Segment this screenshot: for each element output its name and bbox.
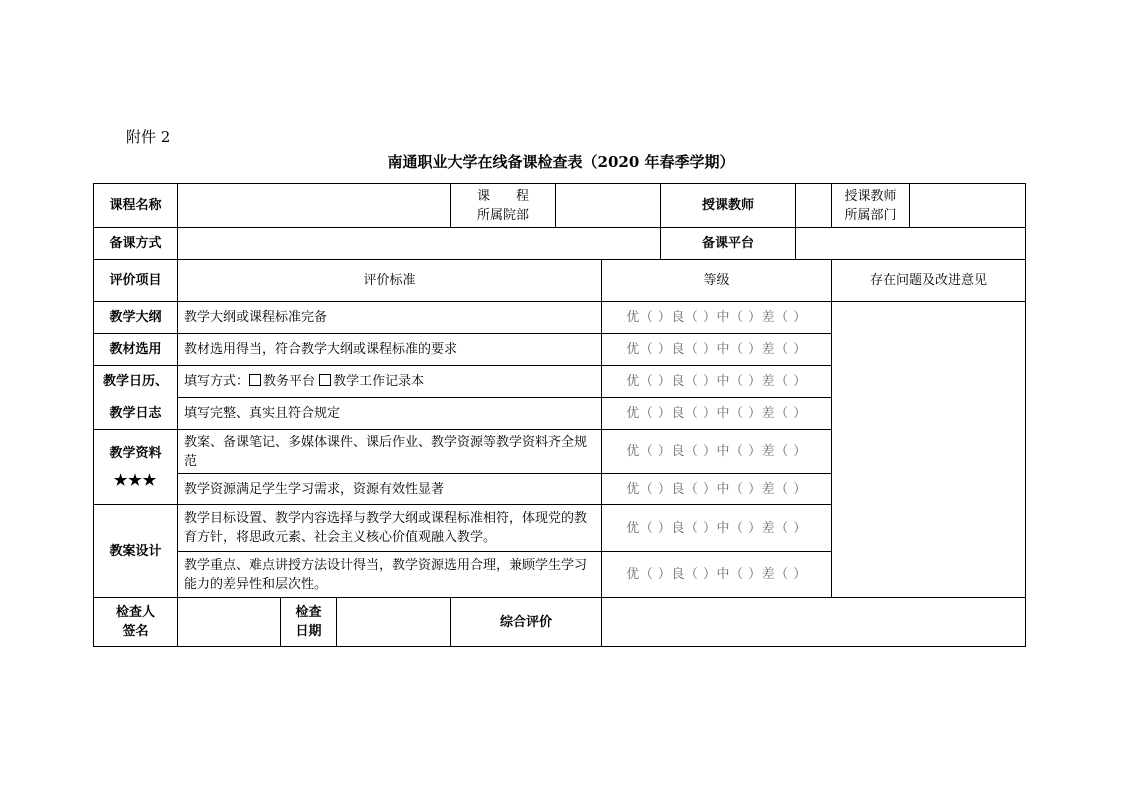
standard-cell: 教学大纲或课程标准完备 bbox=[178, 302, 602, 334]
course-dept-input[interactable] bbox=[556, 184, 661, 228]
inspection-form-table bbox=[93, 183, 1026, 647]
course-name-label: 课程名称 bbox=[94, 184, 178, 228]
course-dept-label: 课 程 所属院部 bbox=[451, 184, 556, 228]
prep-platform-input[interactable] bbox=[796, 228, 1026, 260]
form-title: 南通职业大学在线备课检查表（2020 年春季学期） bbox=[387, 153, 735, 171]
grade-options[interactable]: 优（ ）良（ ）中（ ）差（ ） bbox=[602, 552, 832, 598]
item-cell: 教学日志 bbox=[94, 398, 178, 430]
standard-cell: 教学目标设置、教学内容选择与教学大纲或课程标准相符，体现党的教育方针，将思政元素、社会主义核心价值观融入教学。 bbox=[178, 505, 602, 552]
item-cell: 教学大纲 bbox=[94, 302, 178, 334]
overall-eval-label: 综合评价 bbox=[451, 598, 602, 647]
star-rating-icon: ★★★ bbox=[113, 471, 158, 489]
inspector-signature-input[interactable] bbox=[178, 598, 281, 647]
grade-options[interactable]: 优（ ）良（ ）中（ ）差（ ） bbox=[602, 398, 832, 430]
overall-eval-input[interactable] bbox=[602, 598, 1026, 647]
prep-method-input[interactable] bbox=[178, 228, 661, 260]
table-row bbox=[94, 302, 1026, 334]
grade-options[interactable]: 优（ ）良（ ）中（ ）差（ ） bbox=[602, 474, 832, 505]
item-cell: 教学日历、 bbox=[94, 366, 178, 398]
header-row-2 bbox=[94, 228, 1026, 260]
column-header-row bbox=[94, 260, 1026, 302]
issues-input[interactable] bbox=[832, 302, 1026, 598]
attachment-label: 附件 2 bbox=[126, 128, 171, 146]
check-date-label: 检查 日期 bbox=[281, 598, 337, 647]
standard-cell: 教学重点、难点讲授方法设计得当，教学资源选用合理，兼顾学生学习能力的差异性和层次性。 bbox=[178, 552, 602, 598]
prep-method-label: 备课方式 bbox=[94, 228, 178, 260]
header-row-1 bbox=[94, 184, 1026, 228]
teacher-dept-label: 授课教师 所属部门 bbox=[832, 184, 910, 228]
col-standard-header: 评价标准 bbox=[178, 260, 602, 302]
teacher-input[interactable] bbox=[796, 184, 832, 228]
col-grade-header: 等级 bbox=[602, 260, 832, 302]
prep-platform-label: 备课平台 bbox=[661, 228, 796, 260]
grade-options[interactable]: 优（ ）良（ ）中（ ）差（ ） bbox=[602, 366, 832, 398]
checkbox-icon[interactable] bbox=[319, 374, 331, 386]
standard-cell: 教学资源满足学生学习需求，资源有效性显著 bbox=[178, 474, 602, 505]
item-cell: 教案设计 bbox=[94, 505, 178, 598]
grade-options[interactable]: 优（ ）良（ ）中（ ）差（ ） bbox=[602, 505, 832, 552]
standard-cell: 教材选用得当，符合教学大纲或课程标准的要求 bbox=[178, 334, 602, 366]
teacher-dept-input[interactable] bbox=[910, 184, 1026, 228]
footer-row bbox=[94, 598, 1026, 647]
grade-options[interactable]: 优（ ）良（ ）中（ ）差（ ） bbox=[602, 302, 832, 334]
check-date-input[interactable] bbox=[337, 598, 451, 647]
col-issues-header: 存在问题及改进意见 bbox=[832, 260, 1026, 302]
item-cell: 教学资料 ★★★ bbox=[94, 430, 178, 505]
col-item-header: 评价项目 bbox=[94, 260, 178, 302]
teacher-label: 授课教师 bbox=[661, 184, 796, 228]
standard-cell: 教案、备课笔记、多媒体课件、课后作业、教学资源等教学资料齐全规范 bbox=[178, 430, 602, 474]
grade-options[interactable]: 优（ ）良（ ）中（ ）差（ ） bbox=[602, 430, 832, 474]
standard-cell: 填写方式： 教务平台 教学工作记录本 bbox=[178, 366, 602, 398]
inspector-label: 检查人 签名 bbox=[94, 598, 178, 647]
checkbox-icon[interactable] bbox=[249, 374, 261, 386]
item-cell: 教材选用 bbox=[94, 334, 178, 366]
standard-cell: 填写完整、真实且符合规定 bbox=[178, 398, 602, 430]
course-name-input[interactable] bbox=[178, 184, 451, 228]
grade-options[interactable]: 优（ ）良（ ）中（ ）差（ ） bbox=[602, 334, 832, 366]
